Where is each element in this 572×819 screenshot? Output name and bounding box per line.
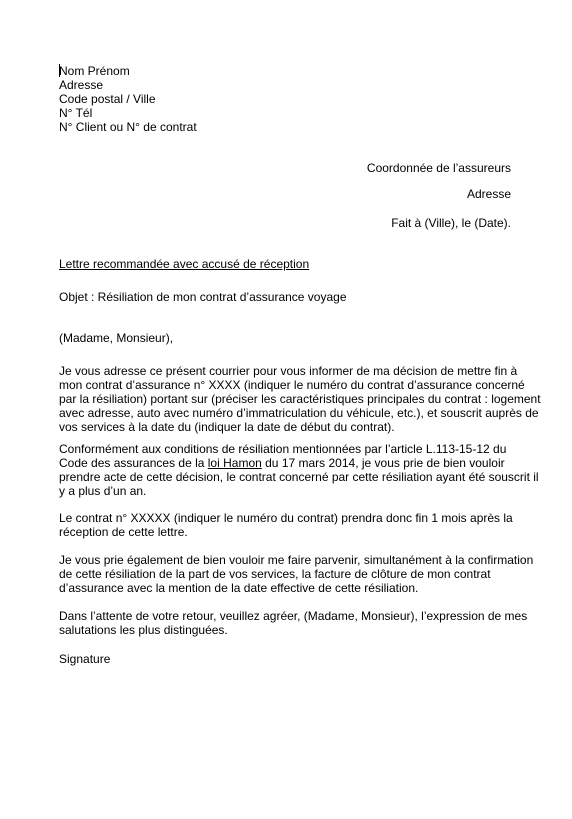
sender-phone: N° Tél (59, 106, 93, 120)
signature-block (59, 652, 515, 666)
subject-line (59, 290, 515, 304)
paragraph-line: réception de cette lettre. (59, 525, 188, 539)
recipient-address: Adresse (466, 187, 511, 201)
loi-hamon-link[interactable]: loi Hamon (207, 456, 262, 470)
paragraph-text: du 17 mars 2014, je vous prie de bien vouloir (261, 456, 505, 470)
sender-client-contract: N° Client ou N° de contrat (59, 120, 197, 134)
registered-mail-text: Lettre recommandée avec accusé de réception (59, 257, 310, 271)
sender-name: Nom Prénom (59, 64, 130, 78)
recipient-insurer: Coordonnée de l’assureurs (366, 161, 511, 175)
salutation-text: (Madame, Monsieur), (59, 331, 174, 345)
paragraph-line: vos services à la date du (indiquer la date de début du contrat). (59, 420, 395, 434)
paragraph-line (59, 456, 515, 470)
signature-text: Signature (59, 652, 111, 666)
paragraph-5 (59, 609, 528, 637)
paragraph-text: Code des assurances de la (59, 456, 208, 470)
paragraph-line: Dans l’attente de votre retour, veuillez agréer, (Madame, Monsieur), l’expression de mes (59, 609, 528, 623)
paragraph-line: Conformément aux conditions de résiliation mentionnées par l’article L.113-15-12 du (59, 442, 507, 456)
subject-text: Objet : Résiliation de mon contrat d’assurance voyage (59, 290, 347, 304)
recipient-place-date: Fait à (Ville), le (Date). (391, 216, 511, 230)
paragraph-line: par la résiliation) portant sur (préciser les caractéristiques principales du contrat : logement (59, 392, 541, 406)
paragraph-3 (59, 511, 515, 539)
paragraph-line: d’assurance avec la mention de la date effective de cette résiliation. (59, 581, 419, 595)
sender-address: Adresse (59, 78, 104, 92)
paragraph-line: Je vous adresse ce présent courrier pour vous informer de ma décision de mettre fin à (59, 364, 518, 378)
paragraph-2 (59, 442, 539, 498)
paragraph-line: prendre acte de cette décision, le contrat concerné par cette résiliation ayant été souscrit il (59, 470, 539, 484)
paragraph-1 (59, 364, 541, 434)
paragraph-line: avec adresse, auto avec numéro d’immatriculation du véhicule, etc.), et souscrit auprès de (59, 406, 539, 420)
paragraph-line: y a plus d’un an. (59, 484, 147, 498)
paragraph-line: Je vous prie également de bien vouloir me faire parvenir, simultanément à la confirmation (59, 553, 534, 567)
paragraph-line: mon contrat d’assurance n° XXXX (indiquer le numéro du contrat d’assurance concerné (59, 378, 525, 392)
paragraph-4 (59, 553, 534, 595)
paragraph-line: de cette résiliation de la part de vos services, la facture de clôture de mon contrat (59, 567, 491, 581)
salutation (59, 331, 515, 345)
sender-block (59, 64, 197, 134)
sender-postal-city: Code postal / Ville (59, 92, 156, 106)
registered-mail-heading (59, 257, 515, 271)
paragraph-line: salutations les plus distinguées. (59, 623, 228, 637)
paragraph-line: Le contrat n° XXXXX (indiquer le numéro du contrat) prendra donc fin 1 mois après la (59, 511, 513, 525)
sender-name-line (59, 64, 197, 78)
